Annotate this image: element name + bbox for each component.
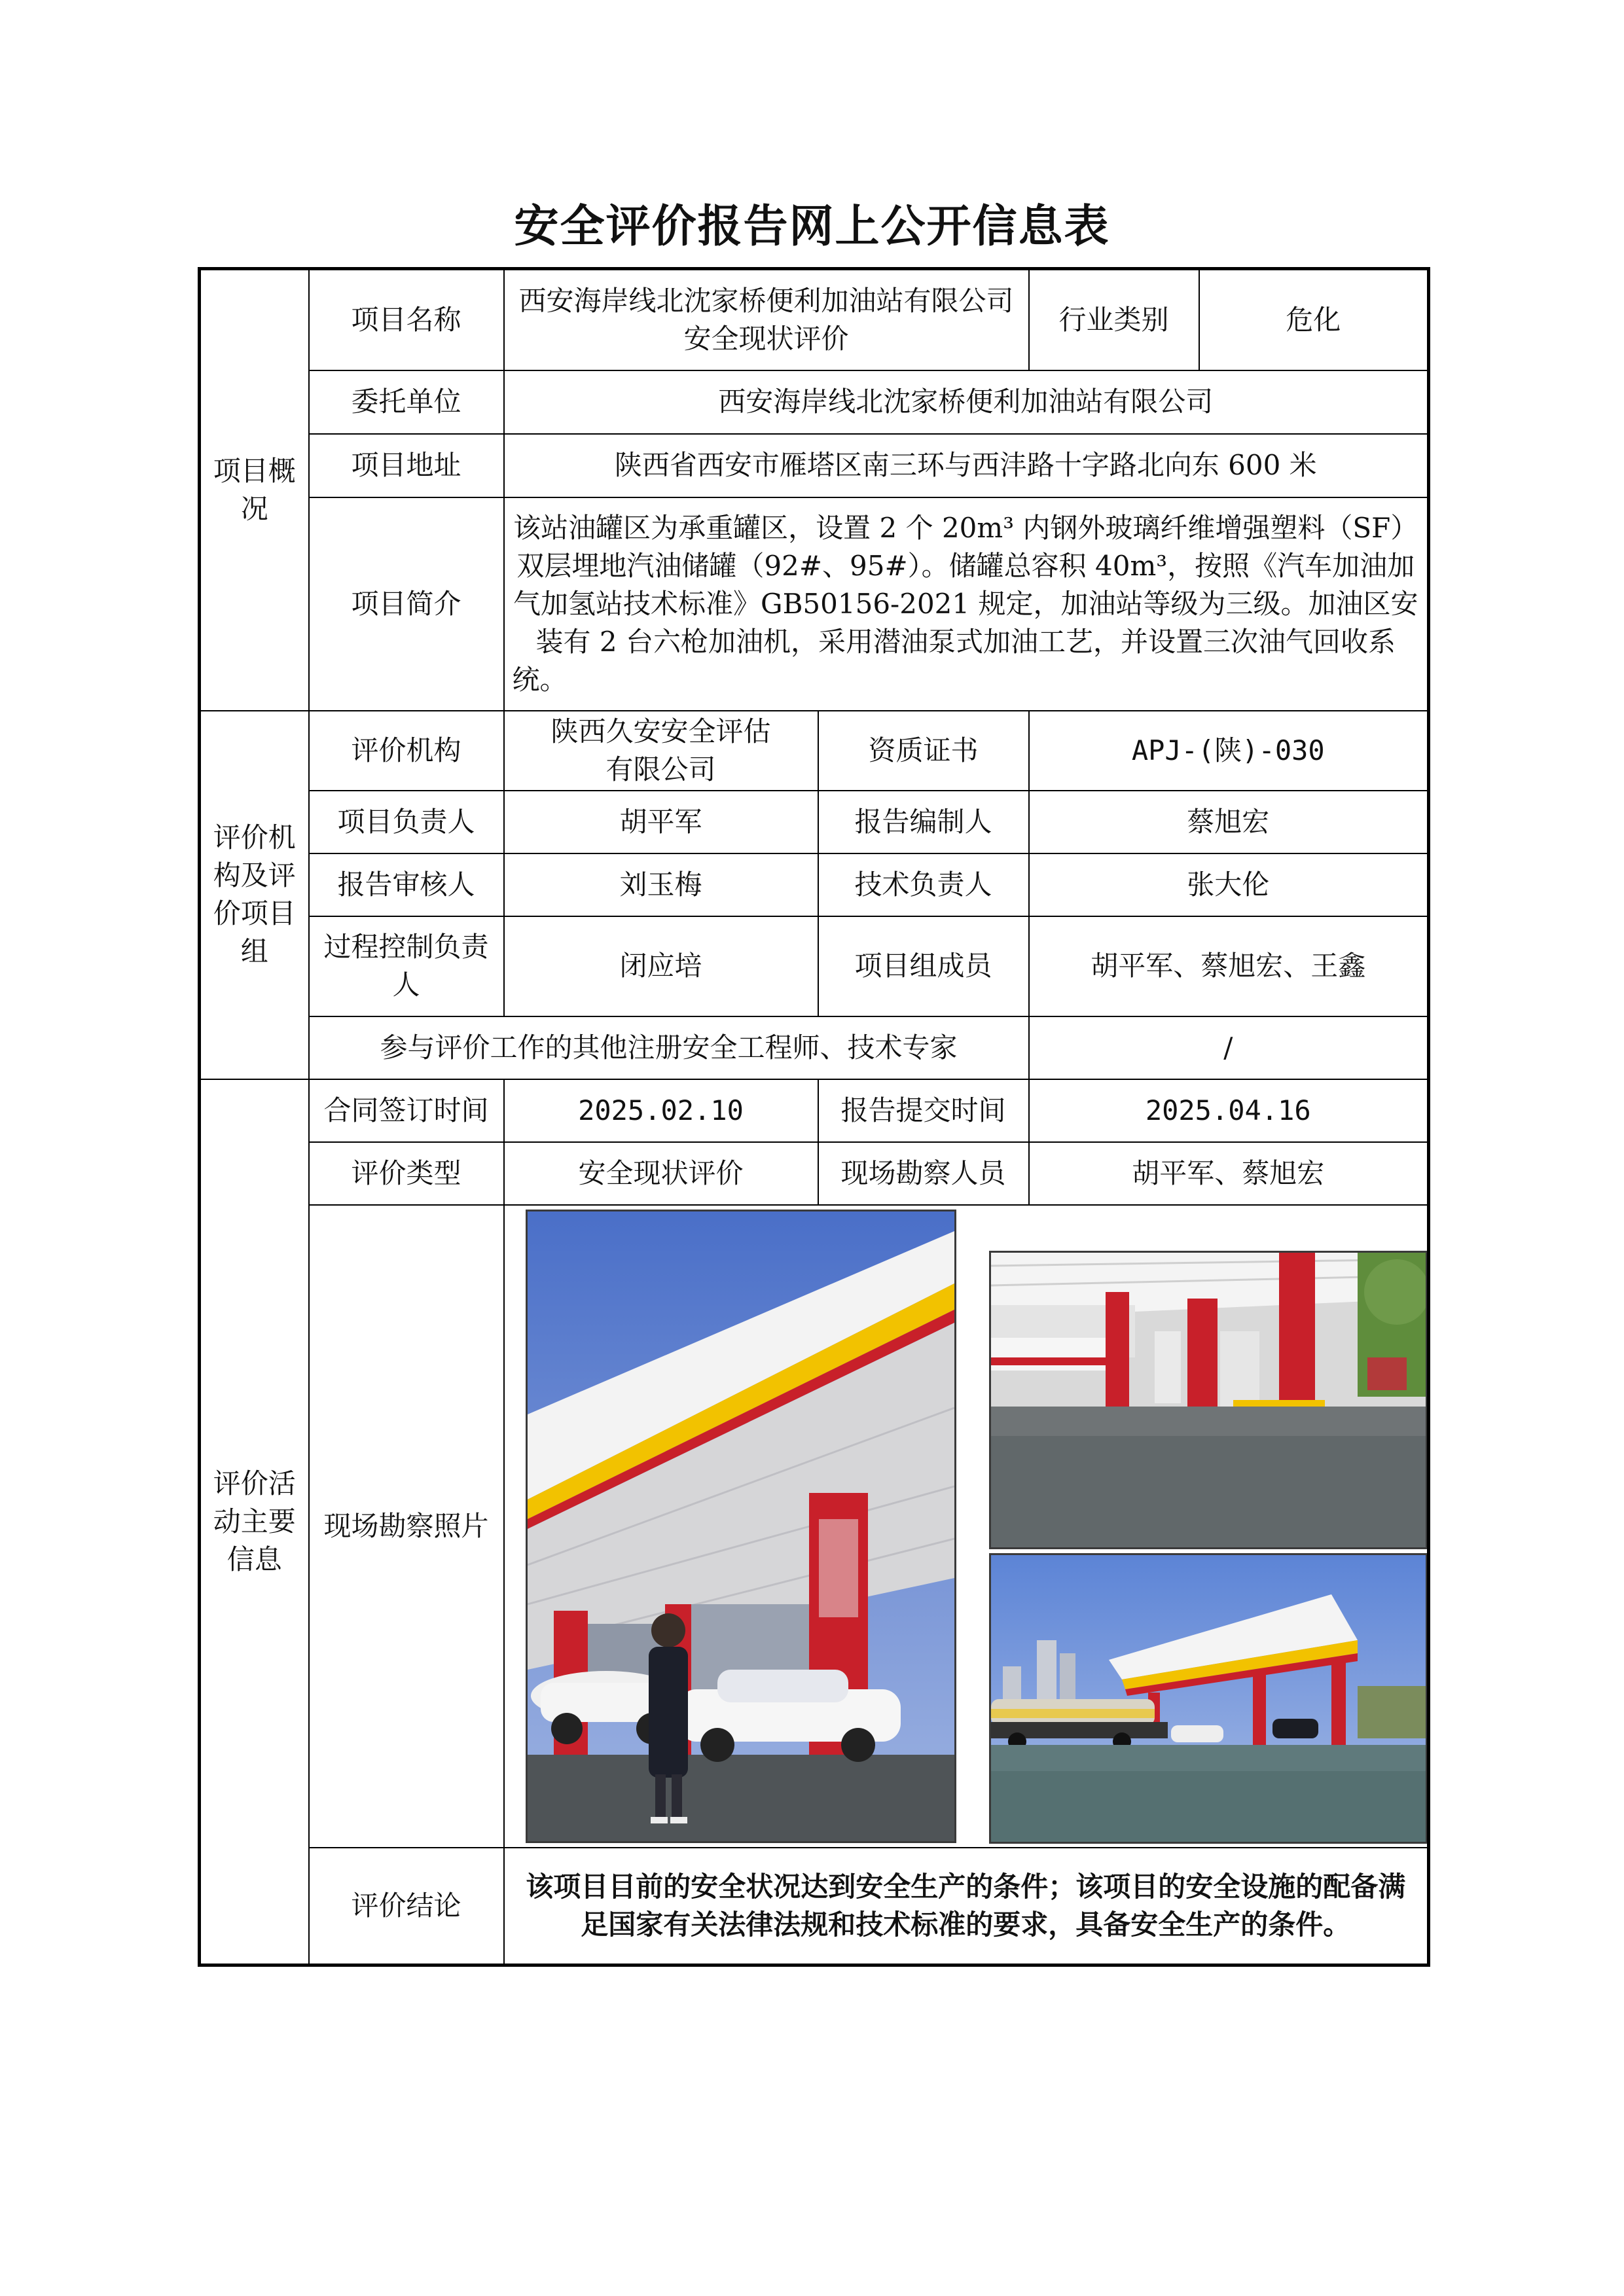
site-photo-canopy <box>989 1553 1428 1844</box>
value-industry: 危化 <box>1199 269 1429 370</box>
value-leader: 胡平军 <box>504 791 818 853</box>
section-overview: 项目概况 <box>200 269 309 711</box>
photos-cell <box>504 1205 1429 1848</box>
gas-station-photo-with-person-icon <box>528 1211 954 1841</box>
row-client <box>200 370 1429 434</box>
document-title: 安全评价报告网上公开信息表 <box>514 201 1110 253</box>
value-experts: / <box>1029 1016 1429 1079</box>
site-photo-forecourt <box>989 1251 1428 1549</box>
value-agency: 陕西久安安全评估有限公司 <box>504 711 818 791</box>
value-submit: 2025.04.16 <box>1029 1079 1429 1142</box>
label-agency: 评价机构 <box>309 711 504 791</box>
label-conclusion: 评价结论 <box>309 1848 504 1965</box>
row-intro <box>200 497 1429 711</box>
value-survey: 胡平军、蔡旭宏 <box>1029 1142 1429 1205</box>
gas-station-forecourt-photo-icon <box>991 1253 1426 1547</box>
label-members: 项目组成员 <box>818 916 1029 1016</box>
label-reviewer: 报告审核人 <box>309 853 504 916</box>
label-experts: 参与评价工作的其他注册安全工程师、技术专家 <box>309 1016 1029 1079</box>
row-address <box>200 434 1429 497</box>
label-address: 项目地址 <box>309 434 504 497</box>
label-tech: 技术负责人 <box>818 853 1029 916</box>
label-photos: 现场勘察照片 <box>309 1205 504 1848</box>
gas-station-canopy-tanker-photo-icon <box>991 1555 1426 1842</box>
info-table <box>198 267 1430 1967</box>
row-leader <box>200 791 1429 853</box>
value-members: 胡平军、蔡旭宏、王鑫 <box>1029 916 1429 1016</box>
section-org: 评价机构及评价项目组 <box>200 711 309 1079</box>
value-project-name: 西安海岸线北沈家桥便利加油站有限公司安全现状评价 <box>504 269 1029 370</box>
label-cert: 资质证书 <box>818 711 1029 791</box>
label-process: 过程控制负责人 <box>309 916 504 1016</box>
value-address: 陕西省西安市雁塔区南三环与西沣路十字路北向东 600 米 <box>504 434 1429 497</box>
label-survey: 现场勘察人员 <box>818 1142 1029 1205</box>
label-client: 委托单位 <box>309 370 504 434</box>
value-client: 西安海岸线北沈家桥便利加油站有限公司 <box>504 370 1429 434</box>
photo-group <box>513 1207 1429 1846</box>
row-photos <box>200 1205 1429 1848</box>
label-industry: 行业类别 <box>1029 269 1199 370</box>
row-conclusion <box>200 1848 1429 1965</box>
section-activity: 评价活动主要信息 <box>200 1079 309 1965</box>
value-intro: 该站油罐区为承重罐区，设置 2 个 20m³ 内钢外玻璃纤维增强塑料（SF）双层埋地汽油储罐（92#、95#）。储罐总容积 40m³，按照《汽车加油加气加氢站技术标准》GB50156-2021 规定，加油站等级为三级。加油区安装有 2 台六枪加油机，采用潜油泵式加油工艺，并设置三次油气回收系统。 <box>504 497 1429 711</box>
label-intro: 项目简介 <box>309 497 504 711</box>
label-type: 评价类型 <box>309 1142 504 1205</box>
value-writer: 蔡旭宏 <box>1029 791 1429 853</box>
row-process <box>200 916 1429 1016</box>
label-project-name: 项目名称 <box>309 269 504 370</box>
value-conclusion: 该项目目前的安全状况达到安全生产的条件；该项目的安全设施的配备满足国家有关法律法规和技术标准的要求，具备安全生产的条件。 <box>504 1848 1429 1965</box>
row-type <box>200 1142 1429 1205</box>
label-contract: 合同签订时间 <box>309 1079 504 1142</box>
row-contract <box>200 1079 1429 1142</box>
value-contract: 2025.02.10 <box>504 1079 818 1142</box>
value-reviewer: 刘玉梅 <box>504 853 818 916</box>
value-type: 安全现状评价 <box>504 1142 818 1205</box>
label-leader: 项目负责人 <box>309 791 504 853</box>
row-agency <box>200 711 1429 791</box>
value-process: 闭应培 <box>504 916 818 1016</box>
label-submit: 报告提交时间 <box>818 1079 1029 1142</box>
row-reviewer <box>200 853 1429 916</box>
site-photo-person <box>526 1210 956 1843</box>
value-cert: APJ-(陕)-030 <box>1029 711 1429 791</box>
value-tech: 张大伦 <box>1029 853 1429 916</box>
label-writer: 报告编制人 <box>818 791 1029 853</box>
row-experts <box>200 1016 1429 1079</box>
row-project-name <box>200 269 1429 370</box>
